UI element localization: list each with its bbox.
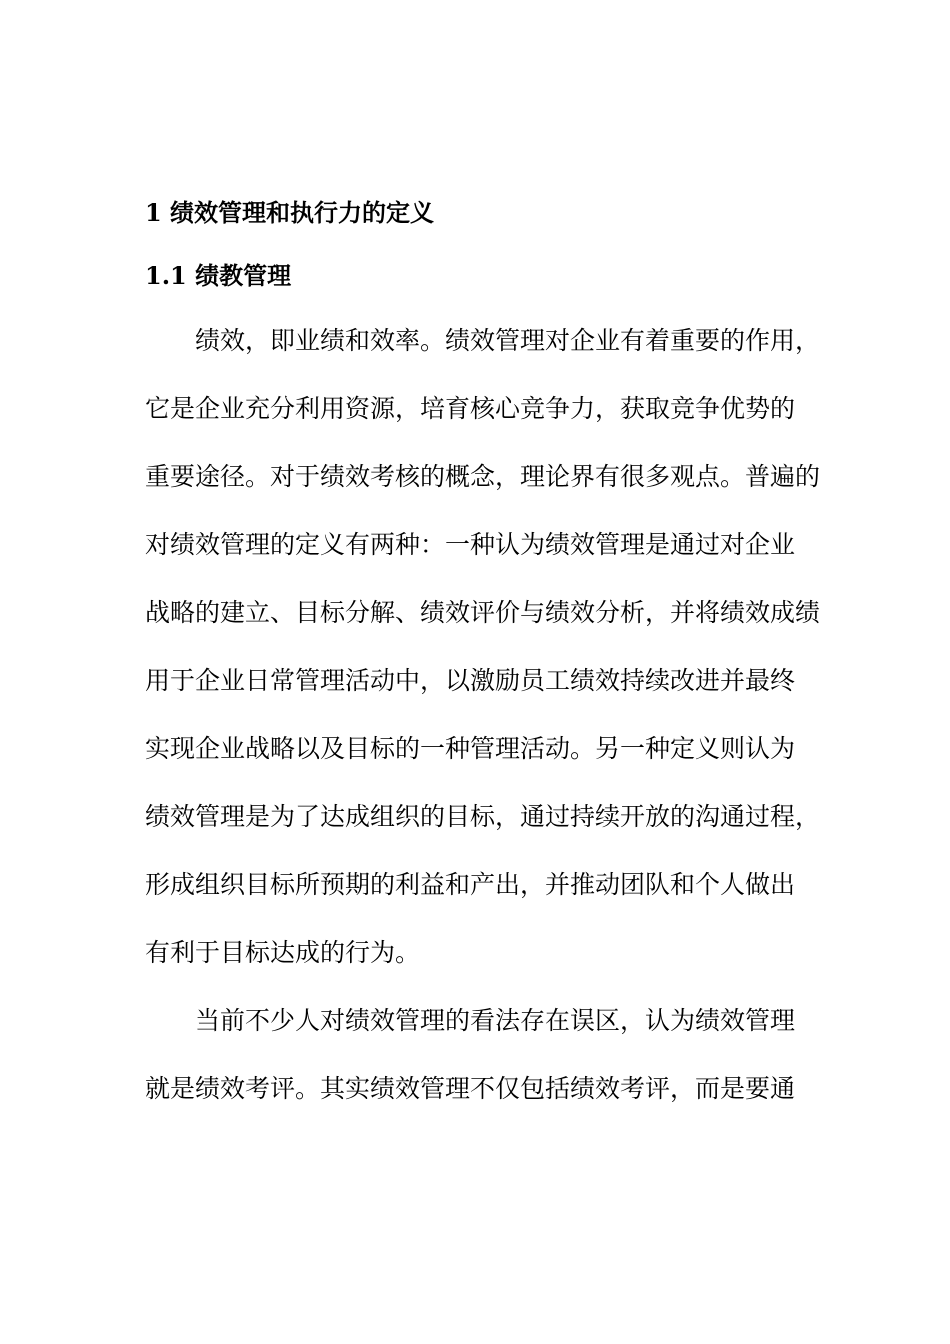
paragraph-2-line-1: 当前不少人对绩效管理的看法存在误区，认为绩效管理 (195, 1006, 796, 1035)
paragraph-1-line-6: 用于企业日常管理活动中，以激励员工绩效持续改进并最终 (145, 666, 796, 695)
paragraph-1-line-8: 绩效管理是为了达成组织的目标，通过持续开放的沟通过程， (145, 802, 821, 831)
paragraph-1-line-3: 重要途径。对于绩效考核的概念，理论界有很多观点。普遍的 (145, 462, 821, 491)
paragraph-1-line-9: 形成组织目标所预期的利益和产出，并推动团队和个人做出 (145, 870, 796, 899)
subsection-heading: 1.1 绩教管理 (145, 261, 292, 290)
paragraph-1-line-5: 战略的建立、目标分解、绩效评价与绩效分析，并将绩效成绩 (145, 598, 821, 627)
paragraph-1-line-7: 实现企业战略以及目标的一种管理活动。另一种定义则认为 (145, 734, 796, 763)
paragraph-1-line-10: 有利于目标达成的行为。 (145, 938, 421, 967)
paragraph-1-line-1: 绩效，即业绩和效率。绩效管理对企业有着重要的作用， (195, 326, 821, 355)
paragraph-1-line-4: 对绩效管理的定义有两种：一种认为绩效管理是通过对企业 (145, 530, 796, 559)
section-heading: 1 绩效管理和执行力的定义 (145, 198, 435, 227)
paragraph-1-line-2: 它是企业充分利用资源，培育核心竞争力，获取竞争优势的 (145, 394, 796, 423)
paragraph-2-line-2: 就是绩效考评。其实绩效管理不仅包括绩效考评，而是要通 (145, 1074, 796, 1103)
